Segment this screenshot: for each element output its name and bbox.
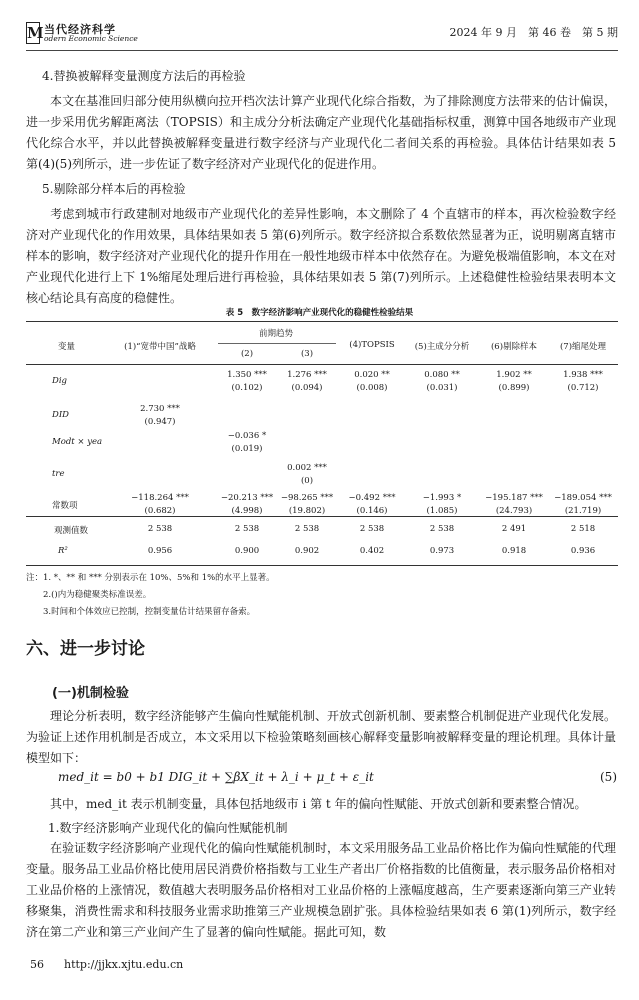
se-cell: (0.019)	[231, 444, 263, 454]
se-cell: (0.899)	[498, 383, 530, 393]
header-col-7: (7)缩尾处理	[559, 342, 607, 352]
se-cell: (1.085)	[426, 506, 458, 516]
mechanism-1-paragraph	[26, 838, 616, 943]
row-label: DID	[52, 410, 69, 420]
se-cell: (0.094)	[291, 383, 323, 393]
coef-cell: 1.276 ***	[287, 370, 327, 380]
se-cell: (19.802)	[288, 506, 326, 516]
r2-cell: 0.402	[359, 546, 385, 556]
coef-cell: 2.730 ***	[140, 404, 180, 414]
journal-header	[26, 22, 618, 46]
subsection-mechanism-heading: (一)机制检验	[52, 686, 129, 701]
section-4-text: 本文在基准回归部分使用纵横向拉开档次法计算产业现代化综合指数，为了排除测度方法带来的估计偏误，进一步采用优劣解距离法（TOPSIS）和主成分分析法确定产业现代化基础指标权重，测算中国各地级市产业现代化综合水平，并以此替换被解释变量进行数字经济与产业现代化二者间关系的再检验。具体估计结果如表 5 第(4)(5)列所示，进一步佐证了数字经济对产业现代化的促进作用。	[26, 94, 616, 171]
obs-cell: 2 518	[570, 524, 596, 534]
row-label: tre	[52, 469, 65, 479]
se-cell: (0)	[300, 476, 314, 486]
header-col-6: (6)剔除样本	[490, 342, 538, 352]
header-variable: 变量	[58, 342, 76, 352]
table-stats-rule	[26, 516, 618, 517]
header-col-2: (2)	[240, 349, 254, 359]
table-header-rule	[26, 364, 618, 365]
obs-cell: 2 538	[147, 524, 173, 534]
header-col-3: (3)	[300, 349, 314, 359]
coef-cell: 1.938 ***	[563, 370, 603, 380]
coef-cell: 0.002 ***	[287, 463, 327, 473]
se-cell: (21.719)	[564, 506, 602, 516]
section-6-heading: 六、进一步讨论	[26, 639, 145, 659]
section-5-text: 考虑到城市行政建制对地级市产业现代化的差异性影响，本文删除了 4 个直辖市的样本，再次检验数字经济对产业现代化的作用效果，具体结果如表 5 第(6)列所示。数字经济拟合系数依然显著为正，说明剔离直辖市样本的影响，数字经济对产业现代化的提升作用在一般性地级市样本中依然存在。为避免极端值影响，本文在对产业现代化进行上下 1%缩尾处理后进行再检验，具体结果如表 5 第(7)列所示。上述稳健性检验结果表明本文核心结论具有高度的稳健性。	[26, 207, 616, 305]
r2-cell: 0.902	[294, 546, 320, 556]
se-cell: (24.793)	[495, 506, 533, 516]
coef-cell: −189.054 ***	[554, 493, 612, 503]
page-number: 56	[30, 958, 44, 971]
row-label: Modt × yea	[52, 437, 103, 447]
coef-cell: −20.213 ***	[220, 493, 274, 503]
table-top-rule	[26, 321, 618, 322]
coef-cell: −0.492 ***	[348, 493, 396, 503]
r2-cell: 0.956	[147, 546, 173, 556]
coef-cell: 0.020 **	[354, 370, 390, 380]
section-4-paragraph	[26, 91, 616, 175]
table-note-2: 2.()内为稳健聚类标准误差。	[43, 590, 152, 600]
equation-explanation-text: 其中，med_it 表示机制变量，具体包括地级市 i 第 t 年的偏向性赋能、开放式创新和要素整合情况。	[50, 797, 587, 811]
table-note-3: 3.时间和个体效应已控制，控制变量估计结果留存备索。	[43, 607, 256, 617]
row-label: Dig	[52, 376, 67, 386]
coef-cell: −0.036 *	[227, 431, 267, 441]
mechanism-1-text: 在验证数字经济影响产业现代化的偏向性赋能机制时，本文采用服务品工业品价格比作为偏向性赋能的代理变量。服务品工业品价格比使用居民消费价格指数与工业生产者出厂价格指数的比值衡量，表示服务品价格相对工业品价格的上涨情况，数值越大表明服务品价格相对工业品价格的上涨幅度越高，生产要素逐渐向第三产业转移聚集，消费性需求和科技服务业需求助推第三产业规模急剧扩张。具体检验结果如表 6 第(1)列所示，数字经济在第二产业和第三产业间产生了显著的偏向性赋能。据此可知，数	[26, 841, 616, 939]
obs-cell: 2 538	[294, 524, 320, 534]
header-divider	[26, 50, 618, 51]
row-label: 常数项	[52, 501, 78, 511]
equation-5: med_it = b0 + b1 DIG_it + ∑βX_it + λ_i + μ_t + ε_it	[58, 770, 374, 784]
section-5-paragraph	[26, 204, 616, 309]
journal-title-en: odern Economic Science	[44, 34, 138, 43]
se-cell: (0.146)	[356, 506, 388, 516]
coef-cell: 1.902 **	[496, 370, 532, 380]
se-cell: (0.712)	[567, 383, 599, 393]
r2-cell: 0.918	[501, 546, 527, 556]
table-note-1: 注：1. *、** 和 *** 分别表示在 10%、5%和 1%的水平上显著。	[26, 573, 275, 583]
coef-cell: 0.080 **	[424, 370, 460, 380]
se-cell: (0.031)	[426, 383, 458, 393]
se-cell: (0.947)	[144, 417, 176, 427]
journal-url[interactable]: http://jjkx.xjtu.edu.cn	[64, 958, 184, 971]
coef-cell: 1.350 ***	[227, 370, 267, 380]
header-col-4: (4)TOPSIS	[349, 340, 395, 350]
equation-explanation	[26, 794, 616, 815]
se-cell: (0.008)	[356, 383, 388, 393]
mechanism-intro-text: 理论分析表明，数字经济能够产生偏向性赋能机制、开放式创新机制、要素整合机制促进产业现代化发展。为验证上述作用机制是否成立，本文采用以下检验策略刻画核心解释变量影响被解释变量的理论机理。具体计量模型如下：	[26, 709, 616, 765]
obs-cell: 2 538	[429, 524, 455, 534]
section-4-title: 4.替换被解释变量测度方法后的再检验	[42, 69, 246, 83]
header-col-5: (5)主成分分析	[414, 342, 470, 352]
mechanism-1-title: 1.数字经济影响产业现代化的偏向性赋能机制	[48, 821, 288, 835]
se-cell: (4.998)	[231, 506, 263, 516]
obs-cell: 2 538	[234, 524, 260, 534]
coef-cell: −98.265 ***	[280, 493, 334, 503]
se-cell: (0.682)	[144, 506, 176, 516]
journal-logo: M	[27, 24, 44, 42]
r2-cell: 0.973	[429, 546, 455, 556]
section-5-title: 5.剔除部分样本后的再检验	[42, 182, 186, 196]
table-bottom-rule	[26, 565, 618, 566]
coef-cell: −195.187 ***	[485, 493, 543, 503]
header-col-1: (1)“宽带中国”战略	[124, 342, 196, 352]
r2-label: R²	[58, 546, 68, 556]
r2-cell: 0.900	[234, 546, 260, 556]
obs-cell: 2 491	[501, 524, 527, 534]
se-cell: (0.102)	[231, 383, 263, 393]
issue-info: 2024 年 9 月 第 46 卷 第 5 期	[449, 26, 618, 39]
equation-number: (5)	[600, 770, 617, 784]
mechanism-intro-paragraph	[26, 706, 616, 769]
header-trend: 前期趋势	[258, 329, 293, 339]
coef-cell: −1.993 *	[422, 493, 462, 503]
table-caption: 表 5 数字经济影响产业现代化的稳健性检验结果	[225, 308, 414, 318]
trend-underline	[218, 343, 336, 344]
r2-cell: 0.936	[570, 546, 596, 556]
journal-title-cn: 当代经济科学	[44, 23, 116, 36]
obs-label: 观测值数	[54, 526, 89, 536]
coef-cell: −118.264 ***	[131, 493, 189, 503]
obs-cell: 2 538	[359, 524, 385, 534]
